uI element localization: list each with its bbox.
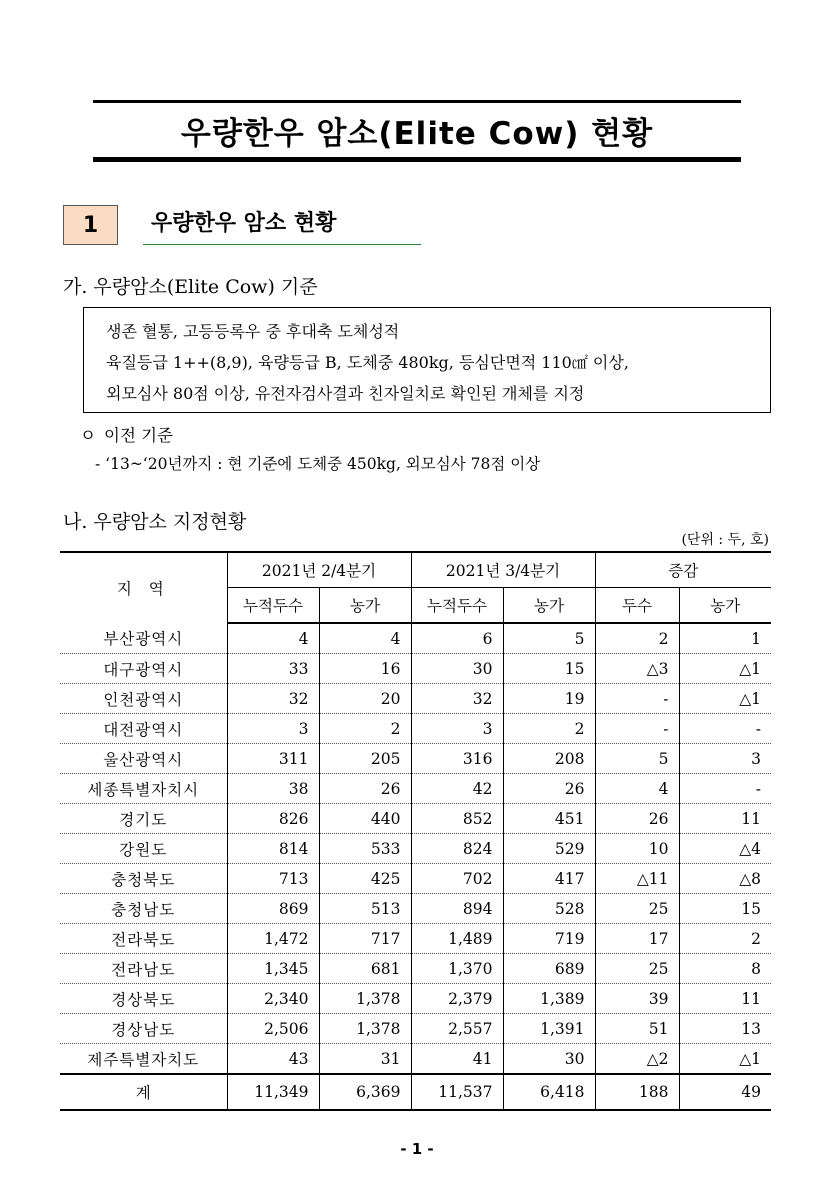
cell-change-head: 17 [595,924,679,954]
cell-region: 부산광역시 [60,623,227,654]
header-q2-cum-head: 누적두수 [227,588,319,624]
cell-q2-farms: 513 [319,894,411,924]
cell-q2-head: 1,345 [227,954,319,984]
cell-q3-head: 852 [411,804,503,834]
table-row [60,924,771,954]
cell-q2-head: 713 [227,864,319,894]
cell-region: 울산광역시 [60,744,227,774]
cell-q2-head: 32 [227,684,319,714]
unit-note: (단위 : 두, 호) [681,532,769,548]
header-period-q2: 2021년 2/4분기 [227,552,411,588]
total-change-head: 188 [595,1074,679,1110]
cell-change-farms: △4 [679,834,771,864]
cell-change-head: 10 [595,834,679,864]
criteria-line: 외모심사 80점 이상, 유전자검사결과 친자일치로 확인된 개체를 지정 [106,384,585,403]
section-title: 우량한우 암소 현황 [143,205,421,245]
cell-q2-farms: 1,378 [319,1014,411,1044]
cell-q2-farms: 440 [319,804,411,834]
cell-q2-head: 814 [227,834,319,864]
cell-q3-head: 6 [411,623,503,654]
cell-change-head: 39 [595,984,679,1014]
cell-change-farms: 11 [679,984,771,1014]
cell-q3-farms: 528 [503,894,595,924]
cell-q2-farms: 20 [319,684,411,714]
cell-q2-farms: 1,378 [319,984,411,1014]
criteria-heading: 가. 우량암소(Elite Cow) 기준 [63,276,318,298]
table-row [60,1044,771,1075]
cell-q2-head: 33 [227,654,319,684]
cell-q3-farms: 15 [503,654,595,684]
section-number: 1 [63,205,118,245]
cell-change-farms: △1 [679,684,771,714]
cell-q2-head: 38 [227,774,319,804]
cell-region: 제주특별자치도 [87,1050,200,1069]
cell-q2-farms: 31 [319,1044,411,1075]
cell-q2-head: 1,472 [227,924,319,954]
cell-q2-farms: 4 [319,623,411,654]
cell-q3-farms: 451 [503,804,595,834]
cell-change-farms: △1 [679,1044,771,1075]
cell-change-head: △2 [595,1044,679,1075]
cell-change-head: 25 [595,954,679,984]
cell-region: 경기도 [60,804,227,834]
cell-q2-head: 3 [227,714,319,744]
cell-change-farms: 15 [679,894,771,924]
cell-q2-farms: 16 [319,654,411,684]
cell-q3-head: 41 [411,1044,503,1075]
cell-region: 전라북도 [60,924,227,954]
cell-region: 전라남도 [60,954,227,984]
cell-q2-head: 4 [227,623,319,654]
cell-q3-head: 702 [411,864,503,894]
cell-q2-farms: 2 [319,714,411,744]
cell-q2-farms: 681 [319,954,411,984]
cell-q2-head: 2,506 [227,1014,319,1044]
table-row [60,834,771,864]
cell-q3-farms: 529 [503,834,595,864]
title-rule-bottom [93,157,741,162]
total-row [60,1074,771,1110]
cell-q3-head: 3 [411,714,503,744]
table-row [60,714,771,744]
header-period-q3: 2021년 3/4분기 [411,552,595,588]
bullet-marker: ㅇ [80,426,96,445]
cell-region: 인천광역시 [60,684,227,714]
document-title-block [93,100,741,162]
cell-q2-farms: 425 [319,864,411,894]
table-row [60,984,771,1014]
cell-change-farms: 3 [679,744,771,774]
table-row [60,654,771,684]
cell-q3-head: 32 [411,684,503,714]
cell-q3-farms: 2 [503,714,595,744]
header-region: 지 역 [60,552,227,623]
cell-change-farms: 11 [679,804,771,834]
cell-region: 세종특별자치시 [60,774,227,804]
cell-change-farms: △8 [679,864,771,894]
table-row [60,1014,771,1044]
cell-q3-farms: 19 [503,684,595,714]
table-row [60,954,771,984]
previous-criteria-label: 이전 기준 [104,426,174,445]
cell-change-farms: 1 [679,623,771,654]
page-number: - 1 - [400,1140,434,1158]
header-change: 증감 [595,552,771,588]
cell-change-head: - [595,714,679,744]
cell-change-farms: - [679,774,771,804]
table-row [60,804,771,834]
cell-q3-head: 42 [411,774,503,804]
total-q3-farms: 6,418 [503,1074,595,1110]
cell-change-head: 26 [595,804,679,834]
cell-change-head: 5 [595,744,679,774]
cell-q2-head: 43 [227,1044,319,1075]
header-change-farms: 농가 [679,588,771,624]
cell-region: 대구광역시 [60,654,227,684]
total-label: 계 [60,1074,227,1110]
cell-change-farms: 2 [679,924,771,954]
cell-q3-farms: 689 [503,954,595,984]
table-row [60,684,771,714]
criteria-line: 생존 혈통, 고등등록우 중 후대축 도체성적 [106,322,400,341]
status-heading: 나. 우량암소 지정현황 [63,511,247,533]
cell-q3-farms: 1,389 [503,984,595,1014]
table-row [60,744,771,774]
cell-change-head: 2 [595,623,679,654]
cell-change-head: 51 [595,1014,679,1044]
criteria-line: 육질등급 1++(8,9), 육량등급 B, 도체중 480kg, 등심단면적 110㎠ 이상, [106,353,629,372]
cell-q2-head: 2,340 [227,984,319,1014]
cell-q3-farms: 26 [503,774,595,804]
section-heading [63,205,423,247]
table-row [60,774,771,804]
cell-q3-head: 824 [411,834,503,864]
total-q2-farms: 6,369 [319,1074,411,1110]
cell-q3-head: 316 [411,744,503,774]
cell-q3-farms: 719 [503,924,595,954]
cell-q2-farms: 533 [319,834,411,864]
previous-criteria-text: - ‘13~‘20년까지 : 현 기준에 도체중 450kg, 외모심사 78점 이상 [95,455,541,473]
cell-region: 경상남도 [60,1014,227,1044]
cell-q3-farms: 30 [503,1044,595,1075]
cell-q3-head: 1,370 [411,954,503,984]
cell-region: 강원도 [60,834,227,864]
cell-change-head: 25 [595,894,679,924]
cell-q2-farms: 717 [319,924,411,954]
cell-q2-head: 869 [227,894,319,924]
elite-cow-status-table [60,551,771,1111]
cell-region: 충청북도 [60,864,227,894]
cell-q3-head: 894 [411,894,503,924]
cell-q3-head: 1,489 [411,924,503,954]
cell-change-head: △3 [595,654,679,684]
cell-change-head: - [595,684,679,714]
cell-q2-head: 826 [227,804,319,834]
cell-q3-farms: 5 [503,623,595,654]
criteria-box [83,307,771,413]
total-q3-head: 11,537 [411,1074,503,1110]
table-row [60,623,771,654]
table-row [60,894,771,924]
cell-q2-farms: 26 [319,774,411,804]
cell-q3-head: 30 [411,654,503,684]
cell-region: 경상북도 [60,984,227,1014]
cell-q3-farms: 417 [503,864,595,894]
cell-q2-head: 311 [227,744,319,774]
cell-q3-head: 2,379 [411,984,503,1014]
cell-change-farms: △1 [679,654,771,684]
table-row [60,864,771,894]
total-change-farms: 49 [679,1074,771,1110]
cell-change-head: 4 [595,774,679,804]
cell-change-farms: 13 [679,1014,771,1044]
cell-region: 충청남도 [60,894,227,924]
cell-q3-farms: 1,391 [503,1014,595,1044]
cell-q3-farms: 208 [503,744,595,774]
cell-change-head: △11 [595,864,679,894]
cell-q2-farms: 205 [319,744,411,774]
cell-change-farms: 8 [679,954,771,984]
total-q2-head: 11,349 [227,1074,319,1110]
header-change-head: 두수 [595,588,679,624]
previous-criteria-heading [80,422,173,446]
header-q3-farms: 농가 [503,588,595,624]
cell-change-farms: - [679,714,771,744]
header-q2-farms: 농가 [319,588,411,624]
cell-q3-head: 2,557 [411,1014,503,1044]
document-title: 우량한우 암소(Elite Cow) 현황 [180,115,654,152]
header-q3-cum-head: 누적두수 [411,588,503,624]
cell-region: 대전광역시 [60,714,227,744]
